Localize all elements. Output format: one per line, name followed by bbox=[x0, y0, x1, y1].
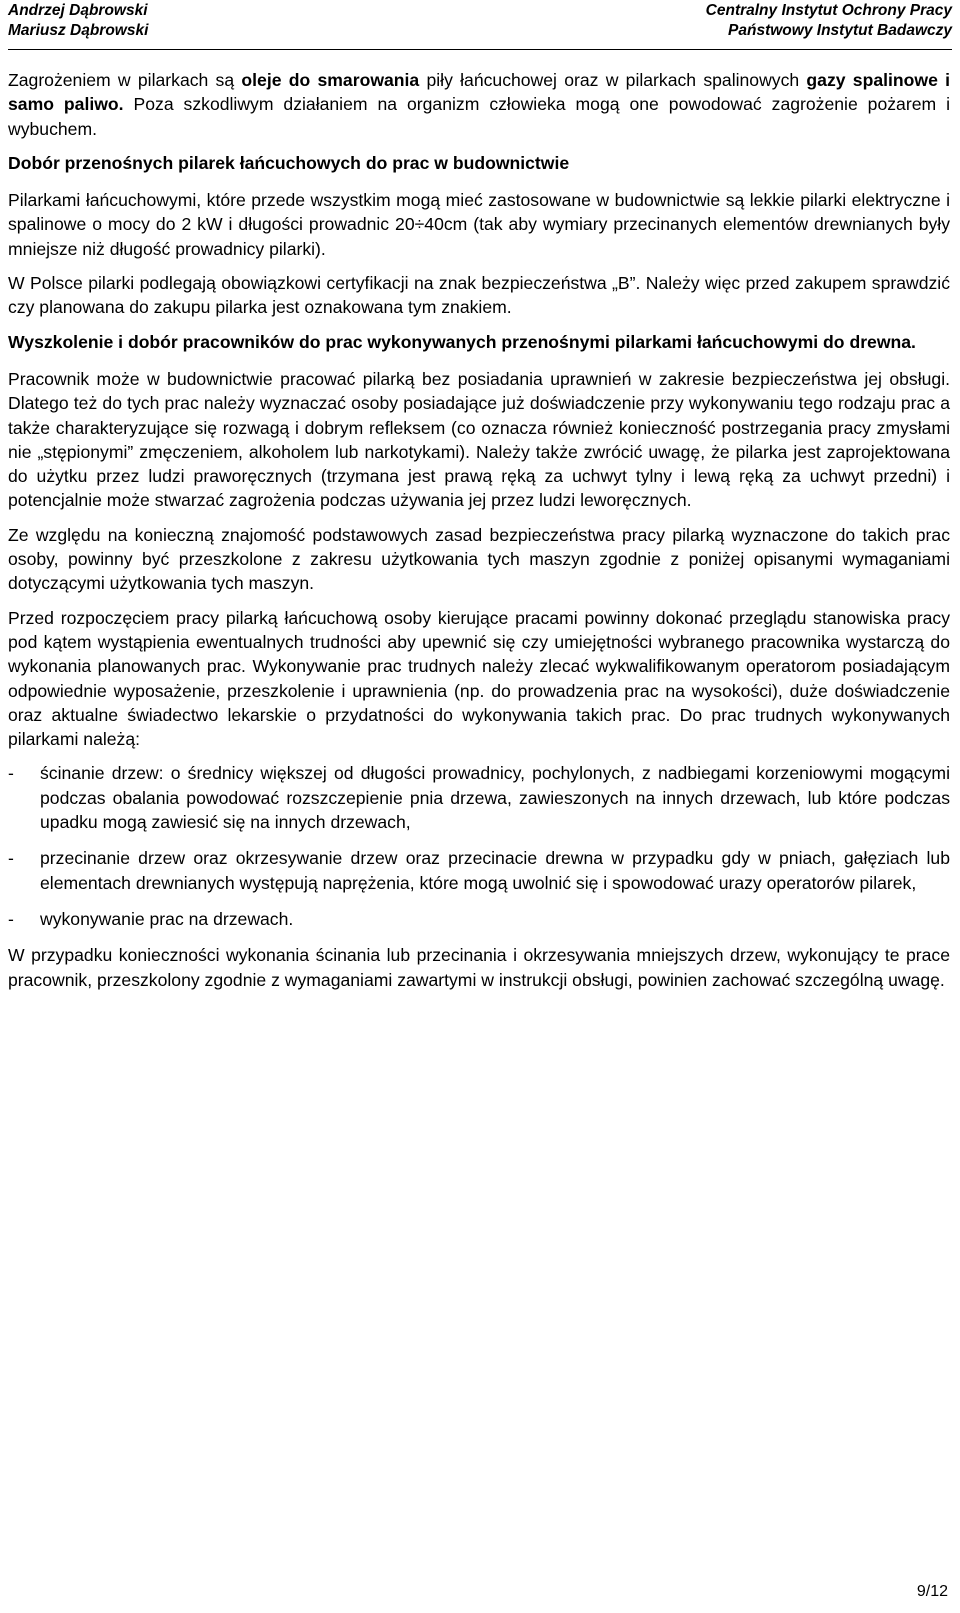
paragraph-saw-types: Pilarkami łańcuchowymi, które przede wszystkim mogą mieć zastosowane w budownictwie są lekkie pilarki elektryczne i spalinowe o mocy do 2 kW i długości prowadnic 20÷40cm (tak aby wymiary przecinanych elementów drewnianych były mniejsze niż długość prowadnicy pilarki). bbox=[8, 190, 950, 259]
institute-name: Państwowy Instytut Badawczy bbox=[728, 22, 952, 39]
list-item-text: wykonywanie prac na drzewach. bbox=[40, 908, 294, 929]
list-dash: - bbox=[8, 763, 14, 784]
section-heading-training: Wyszkolenie i dobór pracowników do prac wykonywanych przenośnymi pilarkami łańcuchowymi do drewna. bbox=[8, 331, 916, 352]
text-run: Zagrożeniem w pilarkach są bbox=[8, 70, 242, 90]
paragraph-before-work: Przed rozpoczęciem pracy pilarką łańcuchową osoby kierujące pracami powinny dokonać przeglądu stanowiska pracy pod kątem wystąpienia ewentualnych trudności aby upewnić się czy umiejętności wybranego pracownika wystarczą do wykonania planowanych prac. Wykonywanie prac trudnych należy zlecać wykwalifikowanym operatorom posiadającym odpowiednie wyposażenie, przeszkolenie i uprawnienia (np. do prowadzenia prac na wysokości), duże doświadczenie oraz aktualne świadectwo lekarskie o przydatności do wykonywania takich prac. Do prac trudnych wykonywanych pilarkami należą: bbox=[8, 607, 950, 750]
document-body bbox=[8, 68, 950, 1002]
paragraph-certification: W Polsce pilarki podlegają obowiązkowi certyfikacji na znak bezpieczeństwa „B”. Należy więc przed zakupem sprawdzić czy planowana do zakupu pilarka jest oznakowana tym znakiem. bbox=[8, 273, 950, 318]
author-name: Mariusz Dąbrowski bbox=[8, 22, 149, 39]
text-run: Poza szkodliwym działaniem na organizm człowieka mogą one powodować zagrożenie pożarem i wybuchem. bbox=[8, 94, 950, 139]
difficult-work-list bbox=[8, 761, 950, 931]
paragraph-knowledge: Ze względu na konieczną znajomość podstawowych zasad bezpieczeństwa pracy pilarką wyznaczone do takich prac osoby, powinny być przeszkolone z zakresu użytkowania tych maszyn zgodnie z poniżej opisanymi wymaganiami dotyczącymi użytkowania tych maszyn. bbox=[8, 524, 950, 594]
section-heading-selection: Dobór przenośnych pilarek łańcuchowych do prac w budownictwie bbox=[8, 152, 570, 173]
list-item-text: przecinanie drzew oraz okrzesywanie drzew oraz przecinacie drewna w przypadku gdy w pniach, gałęziach lub elementach drewnianych występują naprężenia, które mogą uwolnić się i spowodować urazy operatorów pilarek, bbox=[40, 848, 950, 893]
page-number: 9/12 bbox=[916, 1583, 948, 1600]
paragraph-worker: Pracownik może w budownictwie pracować pilarką bez posiadania uprawnień w zakresie bezpieczeństwa jej obsługi. Dlatego też do tych prac należy wyznaczać osoby posiadające już doświadczenie przy wykonywaniu tego rodzaju prac a także charakteryzujące się rozwagą i dobrym refleksem (co oznacza również konieczność postrzegania pracy zmysłami nie „stępionymi” zmęczeniem, alkoholem lub narkotykami). Należy także zwrócić uwagę, że pilarka jest zaprojektowana do użytku przez ludzi praworęcznych (trzymana jest prawą ręką za uchwyt tylny i lewą ręką za uchwyt przedni) i potencjalnie może stwarzać zagrożenia podczas używania jej przez ludzi leworęcznych. bbox=[8, 368, 950, 511]
page-header bbox=[8, 0, 952, 50]
list-item bbox=[8, 846, 950, 895]
paragraph-hazards bbox=[8, 68, 950, 141]
text-run: piły łańcuchowej oraz w pilarkach spalinowych bbox=[419, 70, 807, 90]
header-institute bbox=[706, 1, 952, 41]
emphasis-fumes: gazy spalinowe i samo paliwo. bbox=[8, 70, 950, 115]
header-authors bbox=[8, 1, 148, 41]
author-name: Andrzej Dąbrowski bbox=[8, 2, 148, 19]
list-dash: - bbox=[8, 908, 14, 929]
paragraph-smaller-trees: W przypadku konieczności wykonania ścinania lub przecinania i okrzesywania mniejszych drzew, wykonujący te prace pracownik, przeszkolony zgodnie z wymaganiami zawartymi w instrukcji obsługi, powinien zachować szczególną uwagę. bbox=[8, 945, 950, 990]
emphasis-oils: oleje do smarowania bbox=[241, 70, 420, 90]
list-item bbox=[8, 907, 950, 931]
list-item-text: ścinanie drzew: o średnicy większej od długości prowadnicy, pochylonych, z nadbiegami korzeniowymi mogącymi podczas obalania powodować rozszczepienie pnia drzewa, zawieszonych na innych drzewach, lub które podczas upadku mogą zawiesić się na innych drzewach, bbox=[40, 763, 950, 833]
list-dash: - bbox=[8, 848, 14, 869]
list-item bbox=[8, 761, 950, 834]
institute-name: Centralny Instytut Ochrony Pracy bbox=[705, 2, 952, 19]
